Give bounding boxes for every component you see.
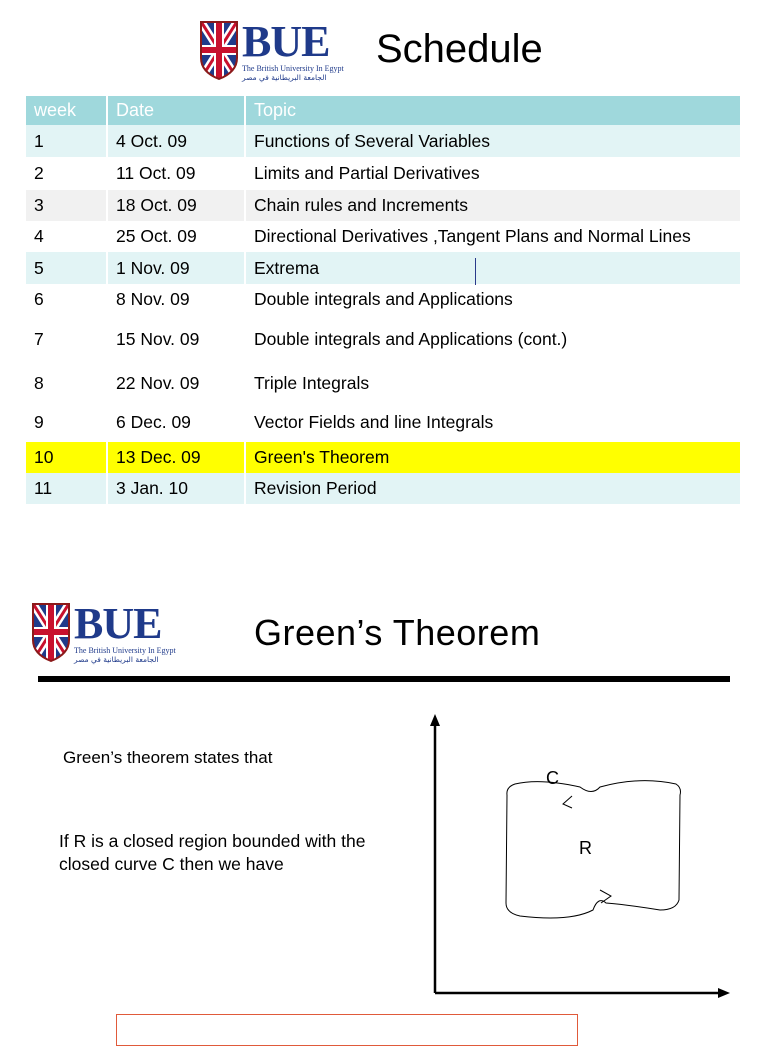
bue-logo	[32, 599, 176, 664]
curve-label: C	[546, 768, 559, 788]
table-cell: 2	[26, 157, 107, 190]
table-cell: Green's Theorem	[245, 442, 741, 473]
table-cell: 10	[26, 442, 107, 473]
bue-logo	[200, 17, 344, 82]
logo-wordmark: BUE	[242, 17, 330, 66]
table-cell: 11 Oct. 09	[107, 157, 245, 190]
table-cell: 4	[26, 221, 107, 252]
table-row	[26, 314, 741, 364]
direction-arrow-top-icon	[563, 796, 572, 808]
column-header: Date	[107, 96, 245, 125]
table-row-highlighted	[26, 442, 741, 473]
column-header: week	[26, 96, 107, 125]
table-cell: 25 Oct. 09	[107, 221, 245, 252]
table-row	[26, 473, 741, 504]
logo-subtitle: The British University In Egypt	[242, 64, 344, 73]
curve-c	[506, 781, 681, 918]
table-cell: 1	[26, 125, 107, 157]
body-text: If R is a closed region bounded with the closed curve C then we have	[59, 831, 366, 874]
table-cell: Directional Derivatives ,Tangent Plans and Normal Lines	[245, 221, 741, 252]
title-divider	[38, 676, 730, 682]
table-cell: 3 Jan. 10	[107, 473, 245, 504]
logo-wordmark: BUE	[74, 599, 162, 648]
table-row	[26, 221, 741, 252]
table-cell: 22 Nov. 09	[107, 364, 245, 402]
table-cell: 13 Dec. 09	[107, 442, 245, 473]
table-cell: Vector Fields and line Integrals	[245, 402, 741, 442]
table-cell: Revision Period	[245, 473, 741, 504]
table-row	[26, 125, 741, 157]
table-cell: Double integrals and Applications (cont.)	[245, 314, 741, 364]
x-axis-arrow-icon	[718, 988, 730, 998]
table-cell: 8	[26, 364, 107, 402]
shield-flag-icon	[32, 602, 70, 662]
text-cursor	[475, 258, 476, 285]
y-axis-arrow-icon	[430, 714, 440, 726]
region-diagram	[400, 700, 740, 1005]
table-cell: 5	[26, 252, 107, 284]
table-cell: 15 Nov. 09	[107, 314, 245, 364]
table-cell: Extrema	[245, 252, 741, 284]
shield-flag-icon	[200, 20, 238, 80]
schedule-table	[26, 96, 742, 504]
table-row	[26, 364, 741, 402]
column-header: Topic	[245, 96, 741, 125]
table-row	[26, 402, 741, 442]
table-row	[26, 252, 741, 284]
table-cell: Limits and Partial Derivatives	[245, 157, 741, 190]
region-label: R	[579, 838, 592, 858]
table-cell: Functions of Several Variables	[245, 125, 741, 157]
page-title: Schedule	[376, 27, 543, 71]
table-cell: 3	[26, 190, 107, 221]
table-cell: Triple Integrals	[245, 364, 741, 402]
logo-subtitle: The British University In Egypt	[74, 646, 176, 655]
slide-title: Green’s Theorem	[254, 612, 541, 653]
intro-text: Green’s theorem states that	[63, 748, 273, 767]
table-row	[26, 190, 741, 221]
table-header	[26, 96, 741, 125]
table-cell: Double integrals and Applications	[245, 284, 741, 314]
table-cell: 6	[26, 284, 107, 314]
table-cell: 4 Oct. 09	[107, 125, 245, 157]
logo-arabic: الجامعة البريطانية في مصر	[242, 73, 327, 82]
logo-arabic: الجامعة البريطانية في مصر	[74, 655, 159, 664]
table-row	[26, 157, 741, 190]
formula-box	[116, 1014, 578, 1046]
table-cell: Chain rules and Increments	[245, 190, 741, 221]
table-cell: 18 Oct. 09	[107, 190, 245, 221]
table-cell: 1 Nov. 09	[107, 252, 245, 284]
table-row	[26, 284, 741, 314]
table-cell: 6 Dec. 09	[107, 402, 245, 442]
table-cell: 11	[26, 473, 107, 504]
table-cell: 7	[26, 314, 107, 364]
table-cell: 9	[26, 402, 107, 442]
table-cell: 8 Nov. 09	[107, 284, 245, 314]
